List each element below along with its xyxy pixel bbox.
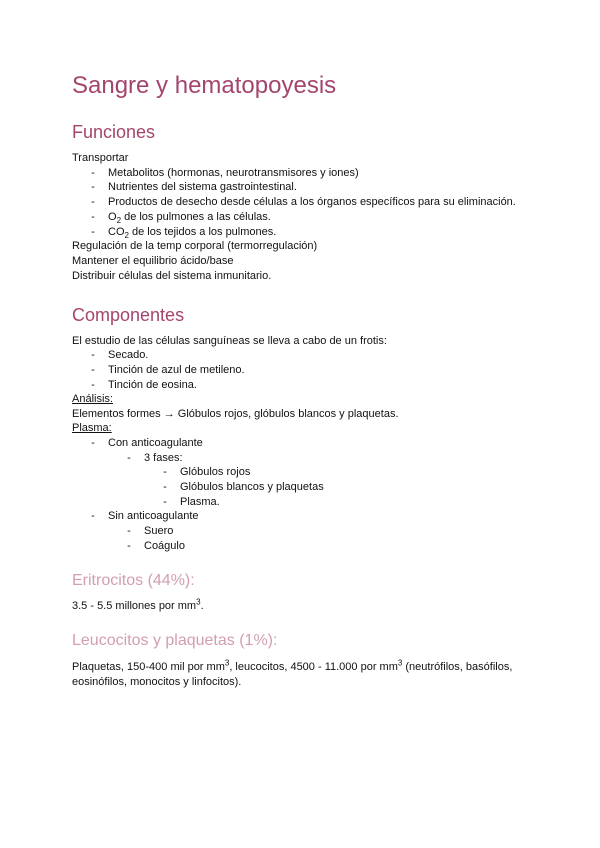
subscript: 2 <box>116 216 122 226</box>
bullet-dash: - <box>127 540 131 552</box>
bullet-dash: - <box>163 481 167 493</box>
list-item-text: Coágulo <box>144 540 185 552</box>
text-leucocitos-line2: eosinófilos, monocitos y linfocitos). <box>72 676 242 688</box>
list-item-text: Tinción de eosina. <box>108 379 197 391</box>
list-item-text: Con anticoagulante <box>108 437 203 449</box>
subscript: 2 <box>124 231 129 241</box>
list-item-text: Glóbulos blancos y plaquetas <box>180 481 324 493</box>
bullet-dash: - <box>91 226 95 238</box>
bullet-dash: - <box>91 437 95 449</box>
text-segment: 3.5 - 5.5 millones por mm <box>72 600 197 612</box>
list-item-text: 3 fases: <box>144 452 183 464</box>
heading-componentes: Componentes <box>72 305 185 325</box>
text-line: Distribuir células del sistema inmunitario. <box>72 270 272 282</box>
label-plasma: Plasma: <box>72 422 112 434</box>
text-segment: Plaquetas, 150-400 mil por mm <box>72 661 225 673</box>
heading-leucocitos: Leucocitos y plaquetas (1%): <box>72 632 278 649</box>
text-elementos: Elementos formes → Glóbulos rojos, glóbulos blancos y plaquetas. <box>72 408 399 420</box>
list-item-text: Suero <box>144 525 174 537</box>
list-item-text: Secado. <box>108 349 149 361</box>
bullet-dash: - <box>127 452 131 464</box>
text-segment: . <box>200 600 204 612</box>
text-leucocitos-line1 <box>72 660 512 675</box>
formula-co: CO <box>108 226 125 238</box>
bullet-dash: - <box>91 510 95 522</box>
text-eritrocitos <box>72 599 204 614</box>
bullet-dash: - <box>91 379 95 391</box>
bullet-dash: - <box>91 181 95 193</box>
bullet-dash: - <box>91 364 95 376</box>
label-analisis: Análisis: <box>72 393 113 405</box>
list-item-text: Tinción de azul de metileno. <box>108 364 245 376</box>
bullet-dash: - <box>91 349 95 361</box>
heading-eritrocitos: Eritrocitos (44%): <box>72 572 195 589</box>
text-intro: El estudio de las células sanguíneas se lleva a cabo de un frotis: <box>72 335 387 347</box>
bullet-dash: - <box>91 167 95 179</box>
list-item-text: Sin anticoagulante <box>108 510 199 522</box>
text-segment: , leucocitos, 4500 - 11.000 por mm <box>229 661 398 673</box>
superscript: 3 <box>397 658 403 668</box>
text-segment: (neutrófilos, basófilos, <box>402 661 513 673</box>
list-item-text: Metabolitos (hormonas, neurotransmisores y iones) <box>108 167 359 179</box>
text-line: Mantener el equilibrio ácido/base <box>72 255 234 267</box>
bullet-dash: - <box>163 496 167 508</box>
superscript: 3 <box>196 597 201 607</box>
superscript: 3 <box>224 658 230 668</box>
bullet-dash: - <box>163 466 167 478</box>
list-item-text: Nutrientes del sistema gastrointestinal. <box>108 181 297 193</box>
bullet-dash: - <box>91 196 95 208</box>
text-line: Regulación de la temp corporal (termorregulación) <box>72 240 318 252</box>
list-item-text <box>108 210 271 225</box>
document-title: Sangre y hematopoyesis <box>72 72 337 99</box>
bullet-dash: - <box>127 525 131 537</box>
bullet-dash: - <box>91 211 95 223</box>
formula-rest: de los tejidos a los pulmones. <box>128 226 277 238</box>
heading-funciones: Funciones <box>72 122 156 142</box>
list-item-text: Plasma. <box>180 496 220 508</box>
formula-o: O <box>108 211 117 223</box>
list-item-text: Productos de desecho desde células a los órganos específicos para su eliminación. <box>108 196 516 208</box>
text-transportar: Transportar <box>72 152 129 164</box>
list-item-text: Glóbulos rojos <box>180 466 251 478</box>
formula-rest: de los pulmones a las células. <box>121 211 271 223</box>
list-item-text <box>108 225 276 240</box>
